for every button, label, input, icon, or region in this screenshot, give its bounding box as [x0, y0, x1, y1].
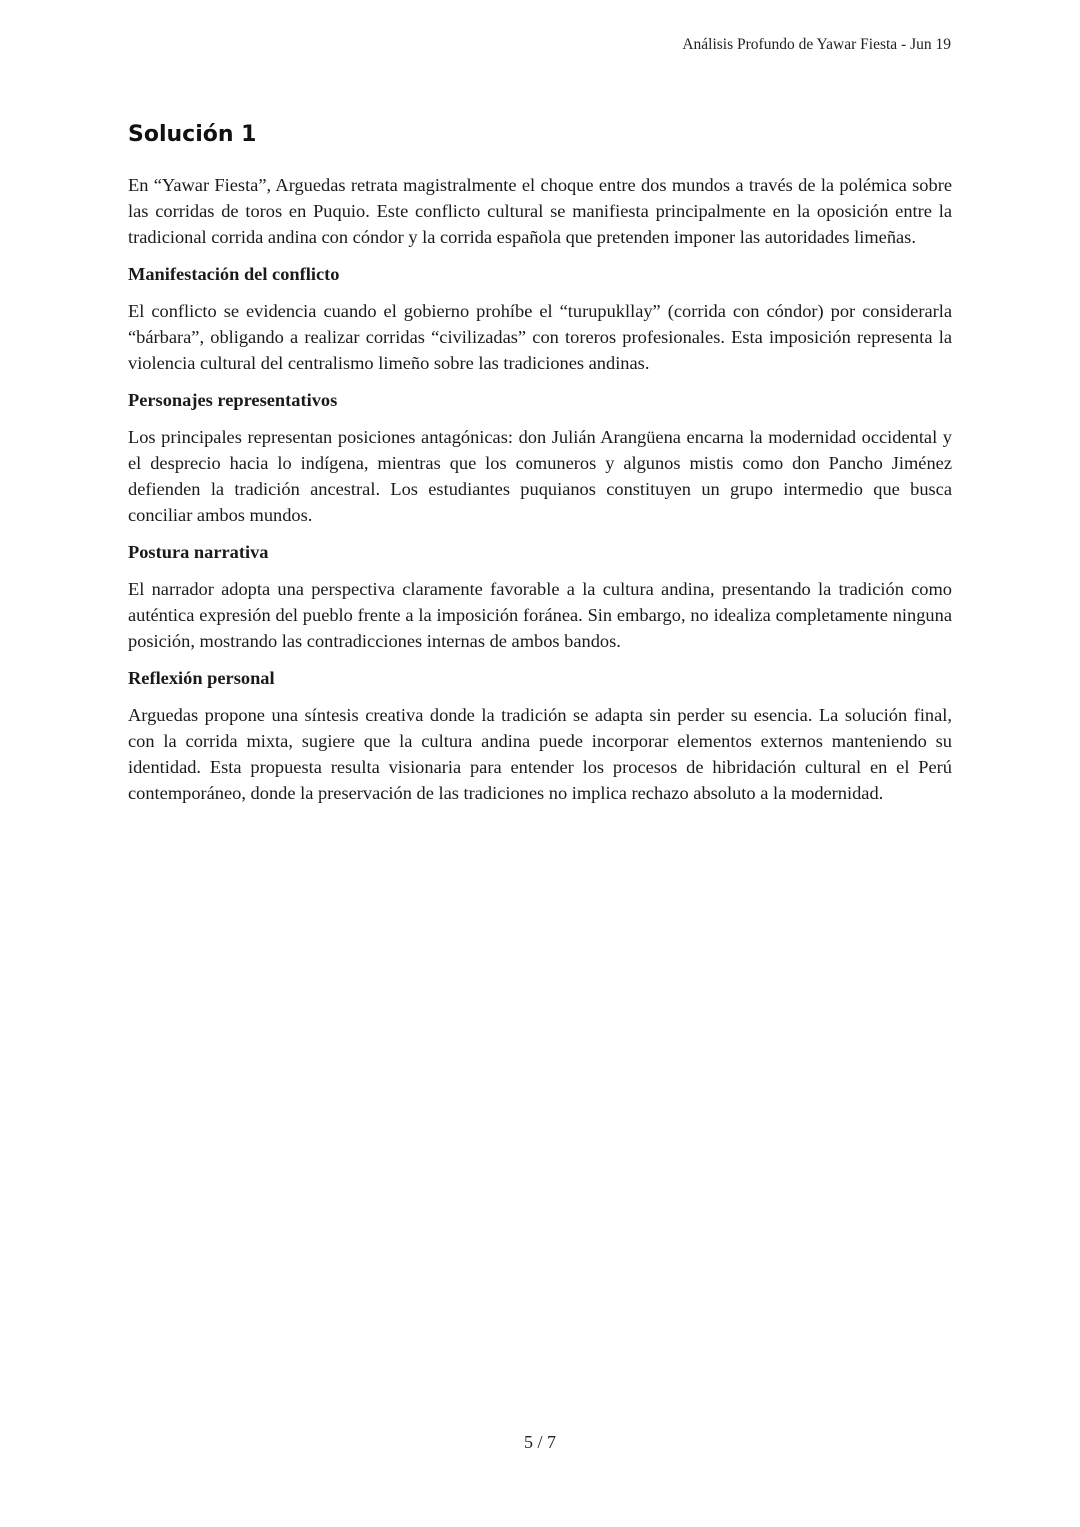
intro-paragraph: En “Yawar Fiesta”, Arguedas retrata magistralmente el choque entre dos mundos a través de la polémica sobre las corridas de toros en Puquio. Este conflicto cultural se manifiesta principalmente en la oposición entre la tradicional corrida andina con cóndor y la corrida española que pretenden imponer las autoridades limeñas.: [128, 175, 952, 247]
paragraph-manifestacion: El conflicto se evidencia cuando el gobierno prohíbe el “turupukllay” (corrida con cóndor) por considerarla “bárbara”, obligando a realizar corridas “civilizadas” con toreros profesionales. Esta imposición representa la violencia cultural del centralismo limeño sobre las tradiciones andinas.: [128, 301, 952, 373]
section-title: Solución 1: [128, 122, 257, 147]
subheading-reflexion: Reflexión personal: [128, 668, 275, 688]
subheading-manifestacion: Manifestación del conflicto: [128, 264, 340, 284]
running-header: Análisis Profundo de Yawar Fiesta - Jun 19: [682, 36, 951, 53]
subheading-personajes: Personajes representativos: [128, 390, 338, 410]
document-body: [128, 118, 952, 817]
paragraph-postura: El narrador adopta una perspectiva claramente favorable a la cultura andina, presentando la tradición como auténtica expresión del pueblo frente a la imposición foránea. Sin embargo, no idealiza completamente ninguna posición, mostrando las contradicciones internas de ambos bandos.: [128, 579, 952, 651]
subheading-postura: Postura narrativa: [128, 542, 269, 562]
paragraph-reflexion: Arguedas propone una síntesis creativa donde la tradición se adapta sin perder su esencia. La solución final, con la corrida mixta, sugiere que la cultura andina puede incorporar elementos externos manteniendo su identidad. Esta propuesta resulta visionaria para entender los procesos de hibridación cultural en el Perú contemporáneo, donde la preservación de las tradiciones no implica rechazo absoluto a la modernidad.: [128, 705, 952, 803]
page-number: 5 / 7: [523, 1432, 556, 1452]
paragraph-personajes: Los principales representan posiciones antagónicas: don Julián Arangüena encarna la modernidad occidental y el desprecio hacia lo indígena, mientras que los comuneros y algunos mistis como don Pancho Jiménez defienden la tradición ancestral. Los estudiantes puquianos constituyen un grupo intermedio que busca conciliar ambos mundos.: [128, 427, 952, 525]
